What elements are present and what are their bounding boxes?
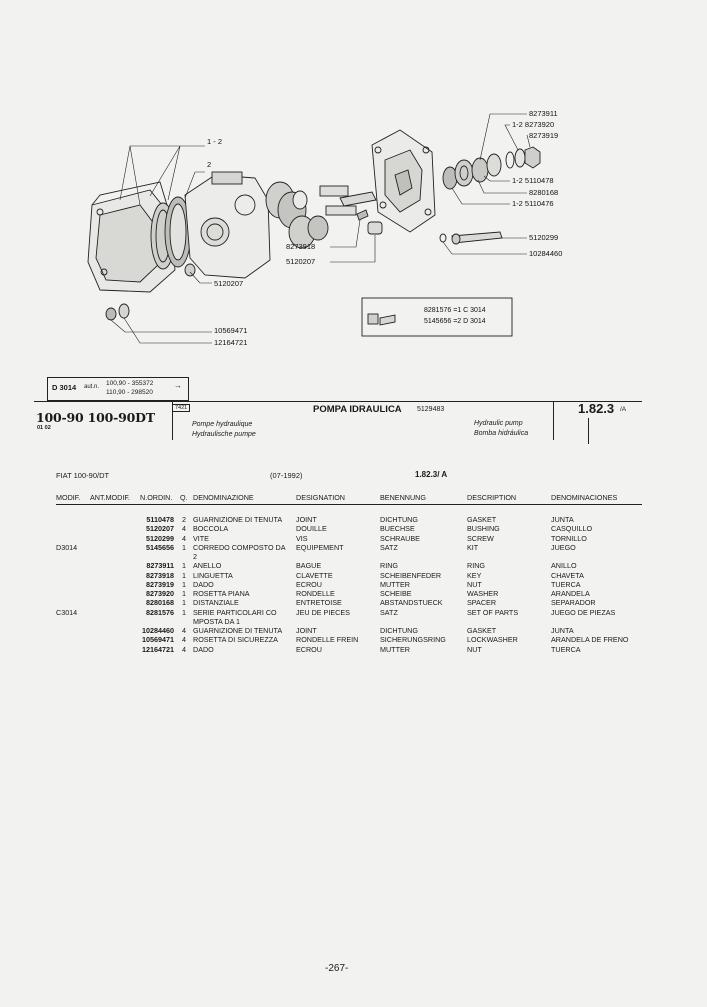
- model-label: FIAT 100-90/DT: [56, 471, 110, 480]
- cell-q: 1: [182, 570, 186, 580]
- table-row: [0, 524, 707, 533]
- cell-n: 10284460: [142, 626, 174, 635]
- cell-fr: VIS: [296, 533, 308, 543]
- callout-2: 2: [207, 160, 212, 169]
- serial-prefix: aut.n.: [84, 384, 100, 390]
- cell-es: TUERCA: [551, 644, 581, 654]
- cell-it: ROSETTA DI SICUREZZA: [193, 635, 278, 645]
- table-row: [0, 571, 707, 580]
- cell-de: BUECHSE: [380, 524, 415, 534]
- callout-12164721: 12164721: [214, 338, 248, 347]
- cell-en: GASKET: [467, 515, 497, 524]
- cell-de: RING: [380, 561, 398, 571]
- title-de: Hydraulische pumpe: [192, 431, 256, 438]
- cell-en: SCREW: [467, 533, 494, 543]
- callout-5110476: 1-2 5110476: [512, 199, 554, 208]
- callout-5120207-right: 5120207: [286, 257, 316, 266]
- cell-n: 8281576: [146, 607, 174, 617]
- title-code: 5129483: [417, 406, 445, 413]
- cell-q: 1: [182, 589, 186, 598]
- section-number: 1.82.3: [578, 401, 615, 416]
- callout-8280168: 8280168: [529, 188, 559, 197]
- cell-n: 5120207: [146, 524, 174, 534]
- title-es: Bomba hidráulica: [474, 430, 529, 437]
- cell-en: RING: [467, 561, 485, 571]
- cell-es: SEPARADOR: [551, 598, 596, 608]
- cell-es: TORNILLO: [551, 533, 587, 543]
- callout-8273920: 1-2 8273920: [512, 120, 555, 129]
- arrow-right-icon: →: [174, 381, 182, 390]
- cell-n: 10569471: [142, 635, 174, 645]
- cell-q: 2: [182, 515, 186, 524]
- cell-de: SCHEIBE: [380, 589, 412, 598]
- cell-es: ANILLO: [551, 561, 577, 571]
- page-title: POMPA IDRAULICA: [313, 404, 402, 415]
- model-codes: 01 02: [37, 425, 51, 431]
- cell-es: JUNTA: [551, 515, 574, 524]
- gasket-10284460: [440, 234, 446, 242]
- ring-8273911: [506, 152, 514, 168]
- cell-it: MPOSTA DA 1: [193, 616, 240, 626]
- cell-fr: JOINT: [296, 626, 317, 635]
- page-number: -267-: [325, 963, 349, 974]
- cell-n: 8273918: [146, 570, 174, 580]
- nut-12164721: [119, 304, 129, 318]
- cell-de: SCHEIBENFEDER: [380, 570, 442, 580]
- cell-en: WASHER: [467, 589, 499, 598]
- cell-it: DISTANZIALE: [193, 598, 239, 608]
- cell-q: 1: [182, 561, 186, 571]
- callout-1-2: 1 - 2: [207, 137, 223, 146]
- cell-en: SET OF PARTS: [467, 607, 519, 617]
- cell-es: ARANDELA DE FRENO: [551, 635, 629, 645]
- cell-q: 4: [182, 533, 186, 543]
- washer-10569471: [106, 308, 116, 320]
- bushing-5120207: [368, 222, 382, 234]
- header-rule-top: [34, 401, 642, 402]
- cell-fr: BAGUE: [296, 561, 322, 571]
- cell-en: NUT: [467, 644, 482, 654]
- cell-q: 4: [182, 524, 186, 534]
- cell-n: 8273911: [146, 561, 174, 571]
- cell-q: 4: [182, 644, 186, 654]
- cell-de: MUTTER: [380, 579, 410, 589]
- serial-line-2: 110,90 - 298520: [106, 389, 153, 396]
- cell-it: CORREDO COMPOSTO DA: [193, 542, 286, 552]
- cell-en: SPACER: [467, 598, 497, 608]
- callout-10569471: 10569471: [214, 326, 248, 335]
- cell-es: JUEGO DE PIEZAS: [551, 607, 616, 617]
- cell-fr: CLAVETTE: [296, 570, 333, 580]
- cell-de: MUTTER: [380, 644, 410, 654]
- cell-es: ARANDELA: [551, 589, 590, 598]
- table-row: [0, 598, 707, 607]
- cell-q: 1: [182, 598, 186, 608]
- callout-8273911: 8273911: [529, 109, 558, 118]
- cell-it: ROSETTA PIANA: [193, 589, 250, 598]
- cell-es: TUERCA: [551, 579, 581, 589]
- section-tick: [588, 418, 589, 444]
- table-row: [0, 617, 707, 626]
- cell-es: CHAVETA: [551, 570, 584, 580]
- title-en: Hydraulic pump: [474, 420, 523, 427]
- cell-it: GUARNIZIONE DI TENUTA: [193, 515, 283, 524]
- cell-n: 8273919: [146, 579, 174, 589]
- ref-box: 7421: [172, 404, 190, 412]
- table-row: [0, 515, 707, 524]
- serial-code: D 3014: [52, 383, 77, 392]
- col-n-ordin: N.ORDIN.: [140, 493, 173, 502]
- cell-it: GUARNIZIONE DI TENUTA: [193, 626, 283, 635]
- cell-de: SATZ: [380, 607, 398, 617]
- cell-n: 8280168: [146, 598, 174, 608]
- header-divider-left: [172, 402, 173, 440]
- cell-de: DICHTUNG: [380, 626, 418, 635]
- cell-fr: JEU DE PIECES: [296, 607, 350, 617]
- cell-en: BUSHING: [467, 524, 500, 534]
- table-row: [0, 561, 707, 570]
- cell-fr: JOINT: [296, 515, 317, 524]
- date-label: (07-1992): [270, 471, 303, 480]
- title-fr: Pompe hydraulique: [192, 421, 253, 428]
- cell-q: 4: [182, 626, 186, 635]
- cell-de: ABSTANDSTUECK: [380, 598, 443, 608]
- cell-en: LOCKWASHER: [467, 635, 518, 645]
- col-denominaciones: DENOMINACIONES: [551, 493, 618, 502]
- table-header-rule: [56, 504, 642, 505]
- table-row: [0, 589, 707, 598]
- cell-en: GASKET: [467, 626, 497, 635]
- cell-fr: RONDELLE FREIN: [296, 635, 359, 645]
- washer-8273920: [515, 149, 525, 167]
- gear-pair: [266, 182, 356, 248]
- callout-5120299: 5120299: [529, 233, 559, 242]
- callout-8273919: 8273919: [529, 131, 559, 140]
- cell-it: VITE: [193, 533, 209, 543]
- cell-fr: ECROU: [296, 579, 322, 589]
- cell-es: JUNTA: [551, 626, 574, 635]
- exploded-pump-diagram: [0, 0, 707, 380]
- serial-number-box: [47, 377, 189, 401]
- section-label: 1.82.3/ A: [415, 470, 448, 479]
- cell-n: 8273920: [146, 589, 174, 598]
- table-row: [0, 580, 707, 589]
- cell-it: SERIE PARTICOLARI CO: [193, 607, 277, 617]
- cell-fr: ENTRETOISE: [296, 598, 342, 608]
- cell-de: SATZ: [380, 542, 398, 552]
- spacer-8280168: [472, 158, 488, 182]
- col-modif: MODIF.: [56, 493, 81, 502]
- cell-de: SICHERUNGSRING: [380, 635, 446, 645]
- table-row: [0, 635, 707, 644]
- callout-5120207-left: 5120207: [214, 279, 244, 288]
- section-suffix: /A: [620, 406, 627, 413]
- callout-8273918: 8273918: [286, 242, 316, 251]
- cell-modif: C3014: [56, 607, 78, 617]
- table-row: [0, 626, 707, 635]
- col-designation: DESIGNATION: [296, 493, 345, 502]
- cell-it: DADO: [193, 579, 214, 589]
- cell-fr: ECROU: [296, 644, 322, 654]
- col-description: DESCRIPTION: [467, 493, 517, 502]
- cell-q: 1: [182, 542, 186, 552]
- cell-de: DICHTUNG: [380, 515, 418, 524]
- cell-modif: D3014: [56, 542, 78, 552]
- cell-fr: EQUIPEMENT: [296, 542, 344, 552]
- callout-5110478: 1-2 5110478: [512, 176, 554, 185]
- table-row: [0, 645, 707, 654]
- cell-de: SCHRAUBE: [380, 533, 420, 543]
- cell-it: LINGUETTA: [193, 570, 233, 580]
- table-row: [0, 534, 707, 543]
- serial-line-1: 100,90 - 355372: [106, 380, 154, 387]
- kit-line-c3014: 8281576 =1 C 3014: [424, 307, 486, 314]
- key-8273918: [357, 210, 368, 220]
- col-denominazione: DENOMINAZIONE: [193, 493, 254, 502]
- col-benennung: BENENNUNG: [380, 493, 426, 502]
- model-names: 100-90 100-90DT: [36, 410, 155, 425]
- cell-en: KIT: [467, 542, 479, 552]
- header-divider-right: [553, 402, 554, 440]
- table-row: [0, 552, 707, 561]
- cell-it: BOCCOLA: [193, 524, 229, 534]
- cell-n: 5120299: [146, 533, 174, 543]
- cell-q: 1: [182, 579, 186, 589]
- callout-10284460: 10284460: [529, 249, 563, 258]
- cell-it: ANELLO: [193, 561, 222, 571]
- nut-8273919: [525, 147, 540, 168]
- cell-fr: DOUILLE: [296, 524, 327, 534]
- cell-en: KEY: [467, 570, 482, 580]
- cell-it: 2: [193, 552, 197, 561]
- cell-q: 4: [182, 635, 186, 645]
- table-row: [0, 608, 707, 617]
- cell-en: NUT: [467, 579, 482, 589]
- cell-q: 1: [182, 607, 186, 617]
- col-q: Q.: [180, 493, 188, 502]
- cell-n: 5110478: [146, 515, 174, 524]
- cell-es: CASQUILLO: [551, 524, 593, 534]
- cell-fr: RONDELLE: [296, 589, 335, 598]
- cell-n: 5145656: [146, 542, 174, 552]
- cell-es: JUEGO: [551, 542, 576, 552]
- col-ant-modif: ANT.MODIF.: [90, 493, 130, 502]
- kit-line-d3014: 5145656 =2 D 3014: [424, 318, 486, 325]
- cell-n: 12164721: [142, 644, 174, 654]
- cell-it: DADO: [193, 644, 214, 654]
- table-row: [0, 543, 707, 552]
